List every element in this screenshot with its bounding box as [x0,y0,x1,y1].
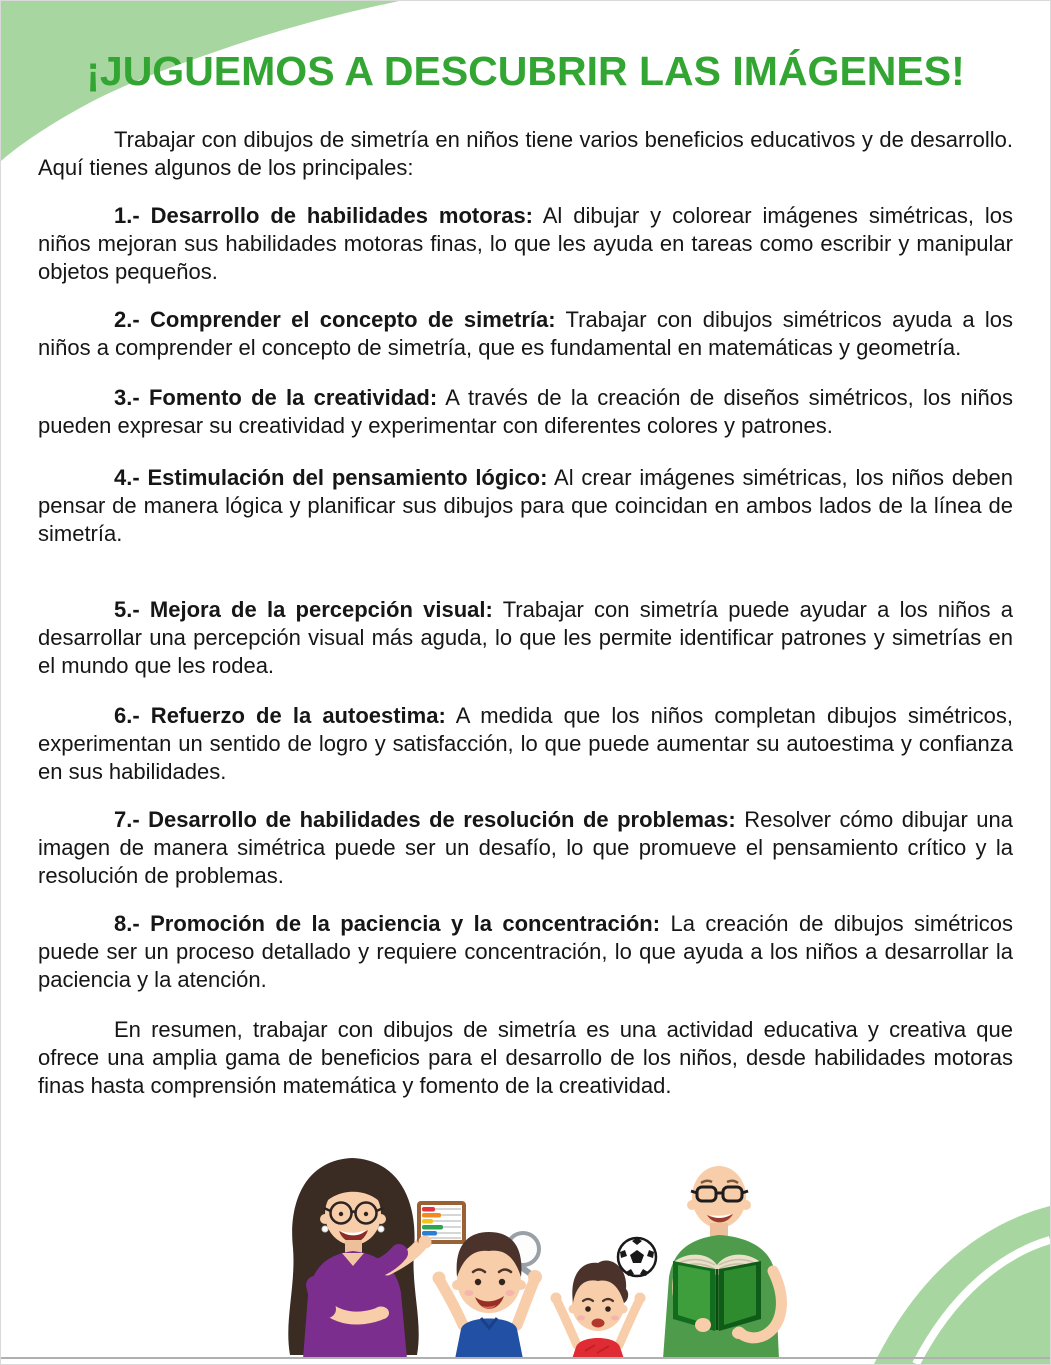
benefit-label-2: 2.- Comprender el concepto de simetría: [114,307,556,333]
benefit-paragraph-7 [38,806,1013,890]
benefit-text-1: Al dibujar y colorear imágenes simétricas, los niños mejoran sus habilidades motoras finas, lo que les ayuda en tareas como escribir y manipular objetos pequeños. [38,203,1013,285]
boy-with-magnifying-glass [433,1232,543,1359]
soccer-ball-icon [618,1238,656,1276]
ground-divider-line [1,1357,1050,1359]
man-reading-open-book [663,1166,781,1359]
closing-paragraph [38,1016,1013,1100]
benefit-text-5: Trabajar con simetría puede ayudar a los niños a desarrollar una percepción visual más aguda, lo que les permite identificar patrones y simetrías en el mundo que les rodea. [38,597,1014,679]
intro-text: Trabajar con dibujos de simetría en niños tiene varios beneficios educativos y de desarrollo. Aquí tienes algunos de los principales: [38,127,1013,181]
benefit-paragraph-2 [38,306,1013,362]
benefit-label-4: 4.- Estimulación del pensamiento lógico: [114,465,548,491]
intro-paragraph [38,126,1013,182]
benefit-text-4: Al crear imágenes simétricas, los niños deben pensar de manera lógica y planificar sus dibujos para que coincidan en ambos lados de la línea de simetría. [38,465,1013,547]
benefit-paragraph-1 [38,202,1013,286]
page-title: ¡JUGUEMOS A DESCUBRIR LAS IMÁGENES! [86,48,965,94]
benefit-paragraph-6 [38,702,1013,786]
benefit-label-8: 8.- Promoción de la paciencia y la concentración: [114,911,661,937]
benefit-paragraph-5 [38,596,1013,680]
teacher-with-abacus [288,1158,464,1359]
closing-text: En resumen, trabajar con dibujos de simetría es una actividad educativa y creativa que ofrece una amplia gama de beneficios para el desarrollo de los niños, desde habilidades motoras finas hasta comprensión matemática y fomento de la creatividad. [38,1017,1013,1099]
document-body [38,126,1013,1100]
benefit-label-7: 7.- Desarrollo de habilidades de resolución de problemas: [114,807,736,833]
benefit-text-8: La creación de dibujos simétricos puede ser un proceso detallado y requiere concentración, lo que ayuda a los niños a desarrollar la paciencia y la atención. [38,911,1013,993]
boy-with-soccer-ball [551,1238,657,1359]
benefit-text-3: A través de la creación de diseños simétricos, los niños pueden expresar su creatividad y experimentar con diferentes colores y patrones. [38,385,1013,439]
benefit-text-7: Resolver cómo dibujar una imagen de manera simétrica puede ser un desafío, lo que promueve el pensamiento crítico y la resolución de problemas. [38,807,1013,889]
benefit-text-6: A medida que los niños completan dibujos simétricos, experimentan un sentido de logro y satisfacción, lo que puede aumentar su autoestima y confianza en sus habilidades. [38,703,1013,785]
bottom-right-swoosh-decoration [836,1204,1050,1364]
benefit-paragraph-3 [38,384,1013,440]
benefit-label-6: 6.- Refuerzo de la autoestima: [114,703,446,729]
benefit-text-2: Trabajar con dibujos simétricos ayuda a los niños a comprender el concepto de simetría, que es fundamental en matemáticas y geometría. [38,307,1014,361]
benefit-label-5: 5.- Mejora de la percepción visual: [114,597,493,623]
benefit-paragraph-4 [38,464,1013,548]
family-learning-illustration [267,1153,807,1359]
open-book-icon [673,1255,761,1331]
benefit-label-1: 1.- Desarrollo de habilidades motoras: [114,203,534,229]
benefit-label-3: 3.- Fomento de la creatividad: [114,385,438,411]
benefit-paragraph-8 [38,910,1013,994]
